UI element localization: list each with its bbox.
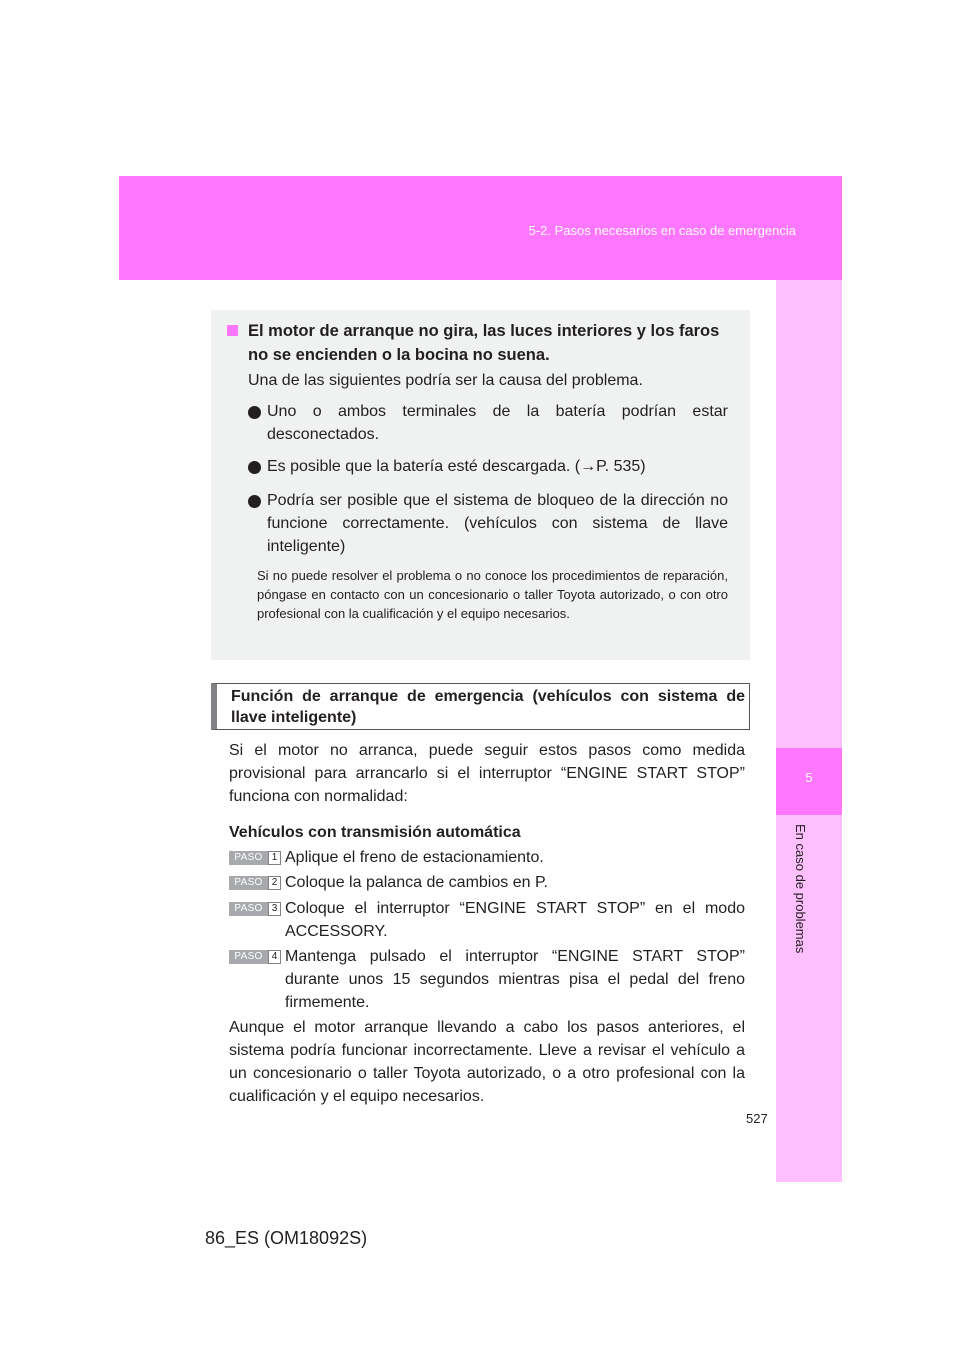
bullet-dot-icon bbox=[248, 461, 261, 474]
step-badge-2: PASO 2 bbox=[229, 876, 281, 890]
section-subheading: Vehículos con transmisión automática bbox=[229, 824, 521, 841]
chapter-side-strip bbox=[776, 280, 842, 1182]
bullet-dot-icon bbox=[248, 495, 261, 508]
info-box-title-line1: El motor de arranque no gira, las luces interiores y los faros bbox=[248, 322, 720, 340]
info-bullet-2: Es posible que la batería esté descargada. (→P. 535) bbox=[267, 458, 646, 475]
document-code: 86_ES (OM18092S) bbox=[205, 1228, 368, 1248]
section-closing: Aunque el motor arranque llevando a cabo los pasos anteriores, el sistema podría funcionar incorrectamente. Lleve a revisar el vehículo a un concesionario o taller Toyota autorizado, o a otro profesional con la cualificación y el equipo necesarios. bbox=[229, 1019, 745, 1105]
section-heading: Función de arranque de emergencia (vehículos con sistema de llave inteligente) bbox=[231, 688, 745, 726]
section-intro: Si el motor no arranca, puede seguir estos pasos como medida provisional para arrancarlo si el interruptor “ENGINE START STOP” funciona con normalidad: bbox=[229, 742, 745, 805]
page-number: 527 bbox=[746, 1111, 768, 1126]
info-box-intro: Una de las siguientes podría ser la causa del problema. bbox=[248, 372, 643, 389]
step-text-3: Coloque el interruptor “ENGINE START STOP” en el modo ACCESSORY. bbox=[285, 900, 745, 940]
step-text-4: Mantenga pulsado el interruptor “ENGINE START STOP” durante unos 15 segundos mientras pisa el pedal del freno firmemente. bbox=[285, 948, 745, 1011]
info-bullet-1: Uno o ambos terminales de la batería podrían estar desconectados. bbox=[267, 403, 728, 443]
info-box-note: Si no puede resolver el problema o no conoce los procedimientos de reparación, póngase en contacto con un concesionario o taller Toyota autorizado, o con otro profesional con la cualificación y el equipo necesarios. bbox=[257, 568, 728, 621]
chapter-number: 5 bbox=[805, 770, 813, 785]
step-text-2: Coloque la palanca de cambios en P. bbox=[285, 874, 548, 891]
step-badge-1: PASO 1 bbox=[229, 851, 281, 865]
step-badge-4: PASO 4 bbox=[229, 950, 281, 964]
chapter-tab[interactable] bbox=[776, 748, 842, 815]
section-title: 5-2. Pasos necesarios en caso de emergencia bbox=[528, 223, 796, 238]
step-text-1: Aplique el freno de estacionamiento. bbox=[285, 849, 544, 866]
info-box-title-line2: no se encienden o la bocina no suena. bbox=[248, 346, 550, 364]
chapter-label: En caso de problemas bbox=[793, 824, 808, 954]
header-band bbox=[119, 176, 842, 280]
step-badge-3: PASO 3 bbox=[229, 902, 281, 916]
bullet-dot-icon bbox=[248, 406, 261, 419]
info-bullet-3: Podría ser posible que el sistema de bloqueo de la dirección no funcione correctamente. (vehículos con sistema de llave inteligente) bbox=[267, 492, 728, 555]
square-bullet-icon bbox=[227, 325, 238, 336]
section-heading-box bbox=[211, 683, 750, 730]
